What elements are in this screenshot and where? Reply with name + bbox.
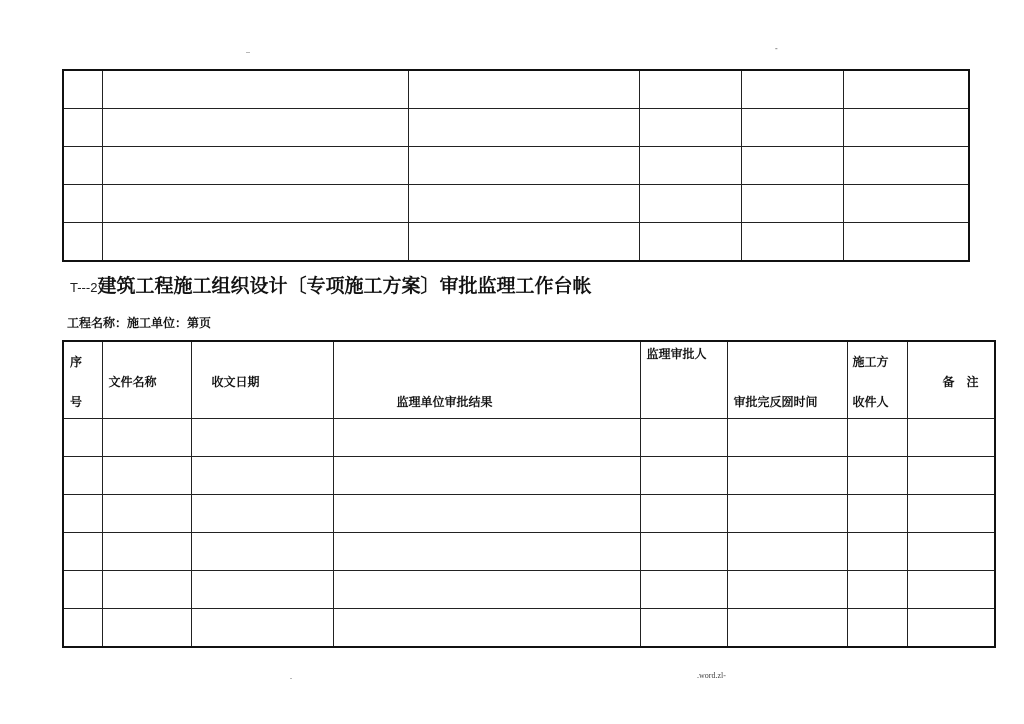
header-remarks-label: 备 注 <box>942 375 979 389</box>
table-cell[interactable] <box>640 533 727 571</box>
table-cell[interactable] <box>63 609 102 648</box>
header-approval-result-label: 监理单位审批结果 <box>396 395 493 409</box>
continuation-table <box>62 69 970 262</box>
table-cell[interactable] <box>63 419 102 457</box>
table-cell[interactable] <box>843 109 969 147</box>
table-row <box>63 109 969 147</box>
header-file-name-label: 文件名称 <box>108 375 157 389</box>
header-receive-date <box>191 341 333 419</box>
table-cell[interactable] <box>907 457 995 495</box>
table-cell[interactable] <box>63 571 102 609</box>
table-cell[interactable] <box>639 185 741 223</box>
table-cell[interactable] <box>63 185 102 223</box>
table-row <box>63 609 995 648</box>
table-cell[interactable] <box>191 533 333 571</box>
table-row <box>63 495 995 533</box>
table-cell[interactable] <box>191 419 333 457</box>
table-cell[interactable] <box>102 571 191 609</box>
table-cell[interactable] <box>907 609 995 648</box>
header-contractor-line1: 施工方 <box>852 355 889 369</box>
table-cell[interactable] <box>907 571 995 609</box>
table-cell[interactable] <box>741 70 843 109</box>
table-cell[interactable] <box>102 223 408 262</box>
table-cell[interactable] <box>191 495 333 533</box>
table-row <box>63 457 995 495</box>
table-cell[interactable] <box>741 185 843 223</box>
header-seq <box>63 341 102 419</box>
table-cell[interactable] <box>639 223 741 262</box>
header-row <box>63 341 995 419</box>
table-cell[interactable] <box>102 533 191 571</box>
table-cell[interactable] <box>102 495 191 533</box>
header-file-name <box>102 341 191 419</box>
project-info-line: 工程名称：施工单位：第页 <box>67 316 212 330</box>
table-cell[interactable] <box>640 609 727 648</box>
table-cell[interactable] <box>907 419 995 457</box>
table-cell[interactable] <box>408 109 639 147</box>
table-cell[interactable] <box>63 70 102 109</box>
table-cell[interactable] <box>408 223 639 262</box>
table-cell[interactable] <box>847 571 907 609</box>
table-cell[interactable] <box>102 419 191 457</box>
table-row <box>63 223 969 262</box>
table-row <box>63 419 995 457</box>
header-return-time-label: 审批完反圀时间 <box>733 395 818 409</box>
header-mark-right: - <box>775 44 778 53</box>
table-cell[interactable] <box>640 457 727 495</box>
table-cell[interactable] <box>847 533 907 571</box>
table-cell[interactable] <box>333 457 640 495</box>
table-cell[interactable] <box>333 571 640 609</box>
table-row <box>63 185 969 223</box>
table-cell[interactable] <box>63 457 102 495</box>
table-cell[interactable] <box>843 70 969 109</box>
table-cell[interactable] <box>408 185 639 223</box>
table-cell[interactable] <box>847 419 907 457</box>
table-cell[interactable] <box>843 147 969 185</box>
table-cell[interactable] <box>843 223 969 262</box>
table-cell[interactable] <box>640 419 727 457</box>
table-cell[interactable] <box>907 495 995 533</box>
table-cell[interactable] <box>640 495 727 533</box>
header-return-time <box>727 341 847 419</box>
table-cell[interactable] <box>63 533 102 571</box>
table-cell[interactable] <box>741 223 843 262</box>
table-cell[interactable] <box>333 533 640 571</box>
table-cell[interactable] <box>847 457 907 495</box>
table-row <box>63 571 995 609</box>
table-cell[interactable] <box>333 609 640 648</box>
header-approver <box>640 341 727 419</box>
table-cell[interactable] <box>639 147 741 185</box>
table-row <box>63 70 969 109</box>
table-cell[interactable] <box>63 109 102 147</box>
header-seq-line1: 序 <box>70 355 83 369</box>
header-contractor-recipient <box>847 341 907 419</box>
header-mark-left: .. <box>246 46 250 55</box>
table-row <box>63 147 969 185</box>
table-cell[interactable] <box>408 147 639 185</box>
table-cell[interactable] <box>741 147 843 185</box>
table-cell[interactable] <box>191 571 333 609</box>
table-cell[interactable] <box>640 571 727 609</box>
table-cell[interactable] <box>847 495 907 533</box>
table-row <box>63 533 995 571</box>
table-cell[interactable] <box>727 571 847 609</box>
header-receive-date-label: 收文日期 <box>211 375 260 389</box>
table-cell[interactable] <box>639 109 741 147</box>
table-cell[interactable] <box>102 185 408 223</box>
table-cell[interactable] <box>727 533 847 571</box>
table-cell[interactable] <box>843 185 969 223</box>
table-cell[interactable] <box>63 495 102 533</box>
header-approval-result <box>333 341 640 419</box>
table-cell[interactable] <box>907 533 995 571</box>
table-cell[interactable] <box>63 223 102 262</box>
table-cell[interactable] <box>741 109 843 147</box>
table-cell[interactable] <box>639 70 741 109</box>
table-cell[interactable] <box>191 457 333 495</box>
table-cell[interactable] <box>727 457 847 495</box>
table-cell[interactable] <box>727 495 847 533</box>
table-cell[interactable] <box>102 109 408 147</box>
table-cell[interactable] <box>333 419 640 457</box>
table-cell[interactable] <box>333 495 640 533</box>
form-code: T---2 <box>70 280 98 295</box>
header-remarks <box>907 341 995 419</box>
footer-mark-right: .word.zl- <box>697 671 726 680</box>
table-cell[interactable] <box>102 70 408 109</box>
table-cell[interactable] <box>102 147 408 185</box>
table-cell[interactable] <box>847 609 907 648</box>
table-cell[interactable] <box>191 609 333 648</box>
header-contractor-line2: 收件人 <box>852 395 889 409</box>
footer-mark-left: . <box>290 672 292 681</box>
document-title <box>70 273 591 301</box>
table-cell[interactable] <box>102 609 191 648</box>
table-cell[interactable] <box>63 147 102 185</box>
table-cell[interactable] <box>727 419 847 457</box>
table-cell[interactable] <box>727 609 847 648</box>
title-text: 建筑工程施工组织设计〔专项施工方案〕审批监理工作台帐 <box>97 275 592 297</box>
table-cell[interactable] <box>102 457 191 495</box>
header-seq-line2: 号 <box>70 395 83 409</box>
header-approver-label: 监理审批人 <box>646 347 707 361</box>
table-cell[interactable] <box>408 70 639 109</box>
approval-ledger-table <box>62 340 996 648</box>
